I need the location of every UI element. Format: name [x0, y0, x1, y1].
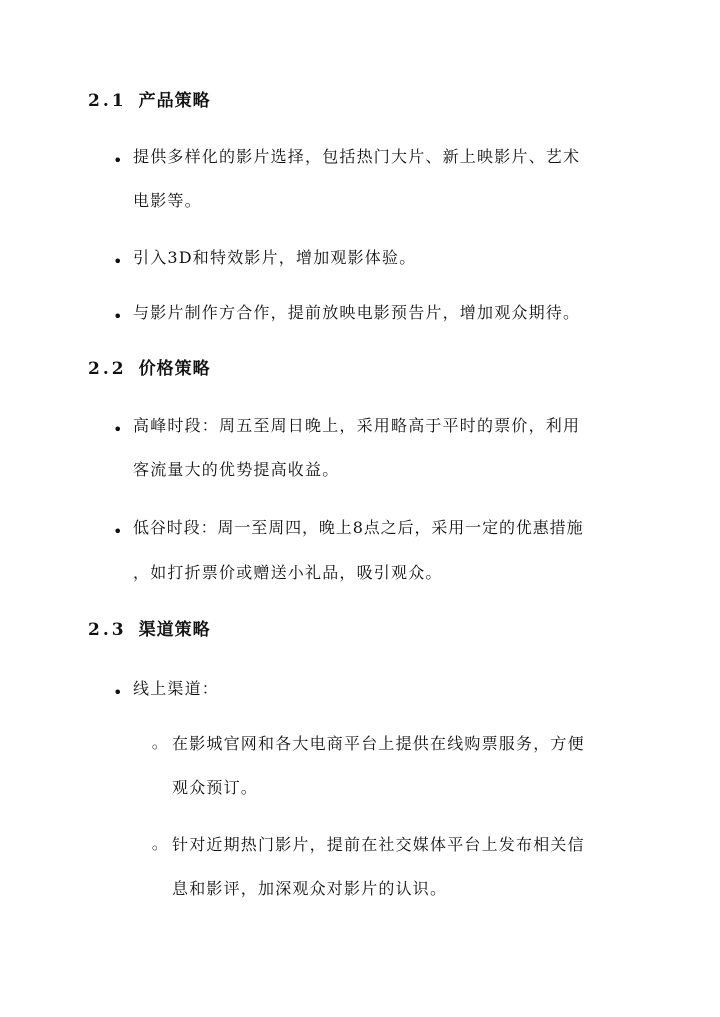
- list-item-line: 引入3D和特效影片，增加观影体验。: [133, 248, 417, 267]
- section-number: 2.2: [88, 359, 127, 379]
- section-number: 2.3: [88, 620, 127, 640]
- list-item-line: 线上渠道：: [133, 679, 220, 698]
- sub-bullet-icon: ◦: [150, 839, 160, 858]
- sub-list-item-line: 息和影评，加深观众对影片的认识。: [172, 879, 448, 898]
- list-item-line: ，如打折票价或赠送小礼品，吸引观众。: [133, 563, 443, 582]
- bullet-icon: •: [113, 683, 123, 702]
- bullet-icon: •: [113, 420, 123, 439]
- list-item-line: 客流量大的优势提高收益。: [133, 460, 340, 479]
- section-title: 产品策略: [138, 91, 211, 111]
- list-item-line: 低谷时段：周一至周四，晚上8点之后，采用一定的优惠措施: [133, 518, 584, 537]
- section-heading-2-3: [88, 618, 211, 642]
- bullet-icon: •: [113, 151, 123, 170]
- list-item-line: 高峰时段：周五至周日晚上，采用略高于平时的票价，利用: [133, 416, 581, 435]
- bullet-icon: •: [113, 522, 123, 541]
- list-item-line: 与影片制作方合作，提前放映电影预告片，增加观众期待。: [133, 303, 581, 322]
- list-item-line: 提供多样化的影片选择，包括热门大片、新上映影片、艺术: [133, 147, 581, 166]
- section-title: 价格策略: [138, 359, 211, 379]
- bullet-icon: •: [113, 307, 123, 326]
- sub-bullet-icon: ◦: [150, 738, 160, 757]
- section-heading-2-1: [88, 89, 211, 113]
- sub-list-item-line: 在影城官网和各大电商平台上提供在线购票服务，方便: [172, 734, 585, 753]
- sub-list-item-line: 观众预订。: [172, 778, 259, 797]
- list-item-line: 电影等。: [133, 191, 202, 210]
- sub-list-item-line: 针对近期热门影片，提前在社交媒体平台上发布相关信: [172, 835, 585, 854]
- section-number: 2.1: [88, 91, 127, 111]
- bullet-icon: •: [113, 252, 123, 271]
- section-title: 渠道策略: [138, 620, 211, 640]
- section-heading-2-2: [88, 357, 211, 381]
